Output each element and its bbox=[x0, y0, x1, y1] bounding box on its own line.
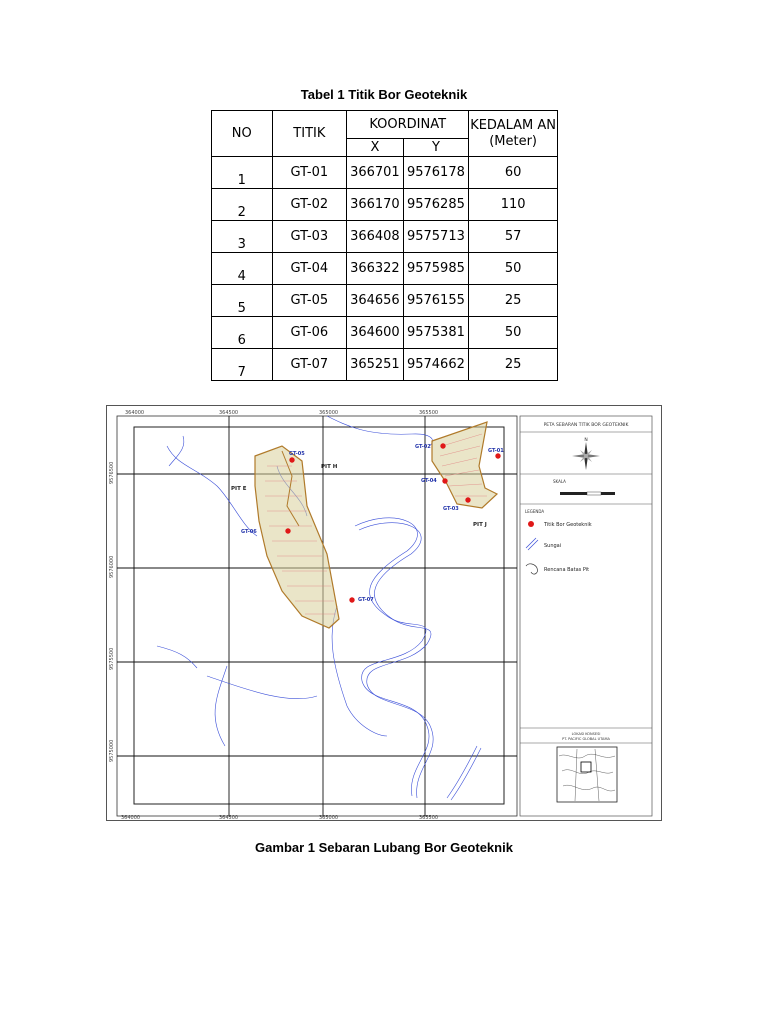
cell-kedalaman: 25 bbox=[469, 285, 558, 317]
cell-y: 9576285 bbox=[403, 189, 469, 221]
company-label: PT. PACIFIC GLOBAL UTAMA bbox=[562, 737, 610, 741]
bottom-tick: 364000 bbox=[121, 815, 141, 820]
label-gt06: GT-06 bbox=[241, 529, 257, 535]
inset-location-map bbox=[557, 747, 617, 802]
label-gt04: GT-04 bbox=[421, 478, 437, 484]
pit-j bbox=[432, 422, 497, 508]
cell-kedalaman: 50 bbox=[469, 317, 558, 349]
cell-no: 1 bbox=[212, 157, 273, 189]
bottom-tick: 365500 bbox=[419, 815, 439, 820]
cell-kedalaman: 60 bbox=[469, 157, 558, 189]
legend-sungai: Sungai bbox=[544, 543, 562, 549]
label-gt02: GT-02 bbox=[415, 444, 431, 450]
scale-label: SKALA bbox=[553, 479, 566, 484]
point-gt07 bbox=[349, 597, 354, 602]
table-row bbox=[212, 157, 558, 189]
location-title: LOKASI KONSESI bbox=[571, 732, 601, 736]
map-svg bbox=[107, 406, 661, 820]
table-row bbox=[212, 349, 558, 381]
north-label: N bbox=[584, 438, 588, 443]
label-pit-e: PIT E bbox=[231, 486, 247, 492]
cell-y: 9576178 bbox=[403, 157, 469, 189]
cell-y: 9575713 bbox=[403, 221, 469, 253]
header-titik: TITIK bbox=[272, 111, 347, 157]
label-gt03: GT-03 bbox=[443, 506, 459, 512]
cell-x: 365251 bbox=[347, 349, 403, 381]
cell-titik: GT-03 bbox=[272, 221, 347, 253]
point-gt05 bbox=[289, 457, 294, 462]
cell-titik: GT-05 bbox=[272, 285, 347, 317]
bottom-tick: 364500 bbox=[219, 815, 239, 820]
bottom-tick: 365000 bbox=[319, 815, 339, 820]
header-kedalaman: KEDALAM AN (Meter) bbox=[469, 111, 558, 157]
label-gt01: GT-01 bbox=[488, 448, 504, 454]
map-figure bbox=[106, 405, 662, 821]
header-y: Y bbox=[403, 139, 469, 157]
label-pit-h: PIT H bbox=[321, 464, 338, 470]
cell-no: 6 bbox=[212, 317, 273, 349]
cell-kedalaman: 25 bbox=[469, 349, 558, 381]
cell-x: 364600 bbox=[347, 317, 403, 349]
legend-panel-title: PETA SEBARAN TITIK BOR GEOTEKNIK bbox=[543, 423, 629, 428]
header-x: X bbox=[347, 139, 403, 157]
cell-y: 9576155 bbox=[403, 285, 469, 317]
point-gt06 bbox=[285, 528, 290, 533]
cell-kedalaman: 110 bbox=[469, 189, 558, 221]
left-tick: 9575000 bbox=[109, 739, 115, 762]
left-tick: 9576000 bbox=[109, 555, 115, 578]
cell-titik: GT-04 bbox=[272, 253, 347, 285]
legend-bor: Titik Bor Geoteknik bbox=[544, 522, 592, 528]
cell-titik: GT-02 bbox=[272, 189, 347, 221]
top-tick: 365000 bbox=[319, 410, 339, 416]
cell-y: 9575381 bbox=[403, 317, 469, 349]
top-tick: 364000 bbox=[125, 410, 145, 416]
bor-table bbox=[211, 110, 558, 381]
table-title: Tabel 1 Titik Bor Geoteknik bbox=[300, 87, 468, 102]
legend-pit: Rencana Batas Pit bbox=[544, 567, 590, 573]
point-gt04 bbox=[442, 478, 447, 483]
cell-x: 366701 bbox=[347, 157, 403, 189]
cell-no: 5 bbox=[212, 285, 273, 317]
point-gt03 bbox=[465, 497, 470, 502]
table-row bbox=[212, 221, 558, 253]
cell-y: 9575985 bbox=[403, 253, 469, 285]
cell-titik: GT-01 bbox=[272, 157, 347, 189]
pit-eh bbox=[255, 446, 339, 628]
cell-x: 364656 bbox=[347, 285, 403, 317]
table-row bbox=[212, 317, 558, 349]
cell-x: 366170 bbox=[347, 189, 403, 221]
legend-title: LEGENDA bbox=[525, 509, 545, 514]
cell-titik: GT-06 bbox=[272, 317, 347, 349]
left-tick: 9576500 bbox=[109, 461, 115, 484]
cell-kedalaman: 57 bbox=[469, 221, 558, 253]
table-row bbox=[212, 285, 558, 317]
cell-no: 4 bbox=[212, 253, 273, 285]
table-row bbox=[212, 189, 558, 221]
header-no: NO bbox=[212, 111, 273, 157]
cell-x: 366322 bbox=[347, 253, 403, 285]
label-gt07: GT-07 bbox=[358, 597, 374, 603]
cell-no: 7 bbox=[212, 349, 273, 381]
cell-y: 9574662 bbox=[403, 349, 469, 381]
cell-kedalaman: 50 bbox=[469, 253, 558, 285]
label-pit-j: PIT J bbox=[473, 522, 487, 528]
left-tick: 9575500 bbox=[109, 647, 115, 670]
table-row bbox=[212, 253, 558, 285]
top-tick: 365500 bbox=[419, 410, 439, 416]
figure-caption: Gambar 1 Sebaran Lubang Bor Geoteknik bbox=[255, 840, 513, 855]
header-koordinat: KOORDINAT bbox=[347, 111, 469, 139]
legend-point-icon bbox=[528, 521, 534, 527]
cell-titik: GT-07 bbox=[272, 349, 347, 381]
label-gt05: GT-05 bbox=[289, 451, 305, 457]
point-gt02 bbox=[440, 443, 445, 448]
cell-no: 3 bbox=[212, 221, 273, 253]
cell-x: 366408 bbox=[347, 221, 403, 253]
top-tick: 364500 bbox=[219, 410, 239, 416]
point-gt01 bbox=[495, 453, 500, 458]
cell-no: 2 bbox=[212, 189, 273, 221]
